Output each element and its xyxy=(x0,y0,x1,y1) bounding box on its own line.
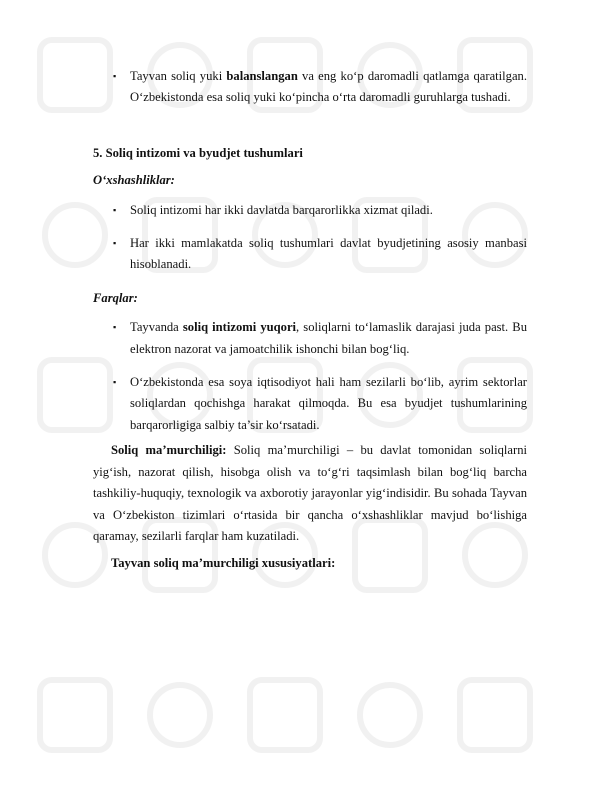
list-item: ▪ Tayvanda soliq intizomi yuqori, soliqlarni to‘lamaslik darajasi juda past. Bu elektron nazorat va jamoatchilik ishonchi bilan bog‘liq. xyxy=(93,317,527,360)
similarities-title: O‘xshashliklar: xyxy=(93,173,175,188)
administration-paragraph: Soliq ma’murchiligi: Soliq ma’murchiligi – bu davlat tomonidan soliqlarni yig‘ish, nazorat qilish, hisobga olish va to‘g‘ri taqsimlash bilan bog‘liq barcha tashkiliy-huquqiy, texnologik va axborotiy jarayonlar yig‘indisidir. Bu sohada Tayvan va O‘zbekiston tizimlari o‘rtasida bir qancha o‘xshashliklar mavjud bo‘lishiga qaramay, sezilarli farqlar ham kuzatiladi. xyxy=(93,443,528,543)
differences-title: Farqlar: xyxy=(93,290,138,305)
list-item: ▪ Har ikki mamlakatda soliq tushumlari davlat byudjetining asosiy manbasi hisoblanadi. xyxy=(93,233,527,276)
bullet-icon: ▪ xyxy=(113,204,117,215)
taiwan-features-heading: Tayvan soliq ma’murchiligi xususiyatlari: xyxy=(111,556,336,571)
administration-term: Soliq ma’murchiligi: xyxy=(111,443,227,458)
differences-list xyxy=(93,317,527,436)
list-item: ▪ Soliq intizomi har ikki davlatda barqarorlikka xizmat qiladi. xyxy=(93,200,527,221)
document-body xyxy=(93,66,527,575)
bullet-icon: ▪ xyxy=(113,238,117,249)
similarities-list xyxy=(93,200,527,276)
intro-bullet-list xyxy=(93,66,527,109)
bullet-icon: ▪ xyxy=(113,71,117,81)
section-heading: 5. Soliq intizomi va byudjet tushumlari xyxy=(93,145,303,160)
list-item: ▪ O‘zbekistonda esa soya iqtisodiyot hali ham sezilarli bo‘lib, ayrim sektorlar soliqlardan qochishga harakat qilmoqda. Bu esa byudjet tushumlarining barqarorligiga salbiy ta’sir ko‘rsatadi. xyxy=(93,372,527,436)
bullet-icon: ▪ xyxy=(113,377,117,388)
bullet-icon: ▪ xyxy=(113,322,117,333)
list-item: ▪ Tayvan soliq yuki balanslangan va eng ko‘p daromadli qatlamga qaratilgan. O‘zbekistonda esa soliq yuki ko‘pincha o‘rta daromadli guruhlarga tushadi. xyxy=(93,66,527,109)
